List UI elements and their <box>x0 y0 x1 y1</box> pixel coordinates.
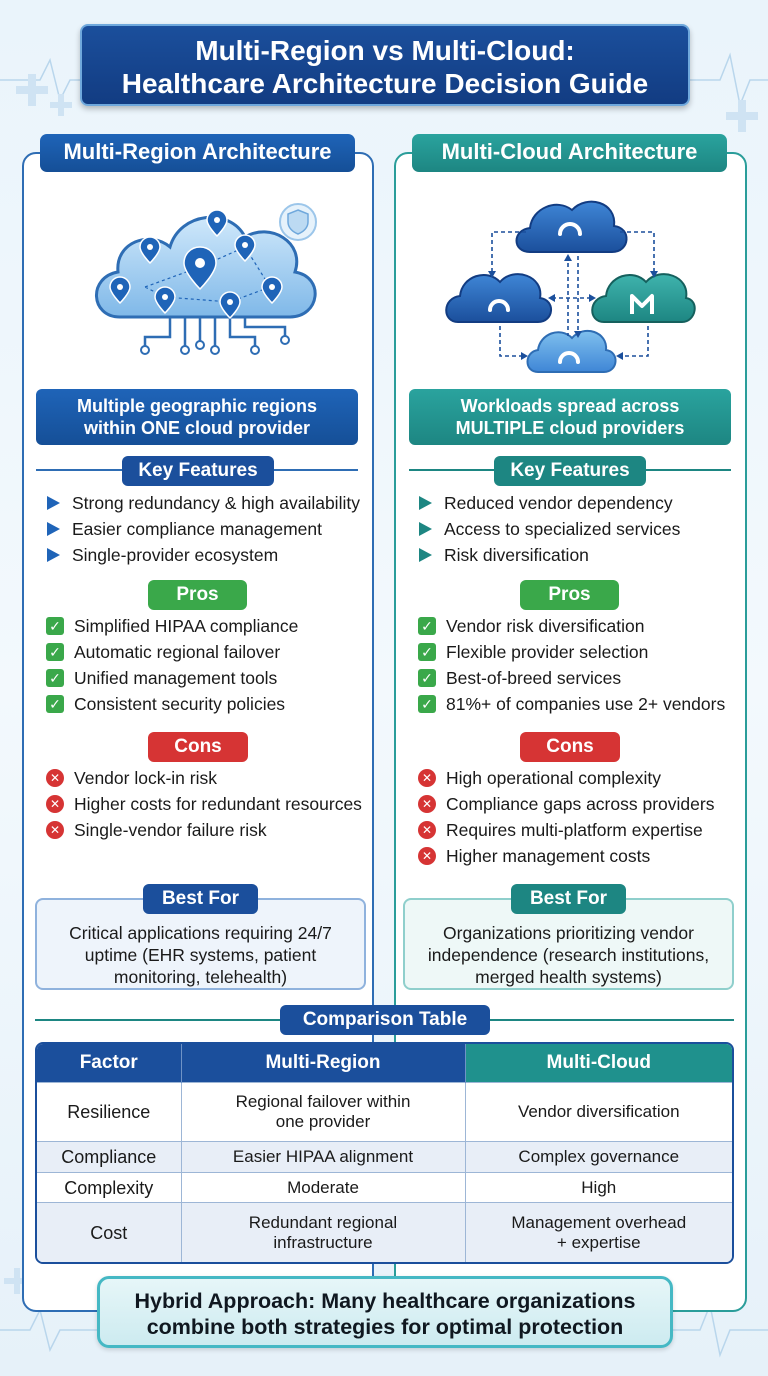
list-item: Access to specialized services <box>414 516 680 542</box>
list-item: ✓ Unified management tools <box>44 665 298 691</box>
multi-cloud-desc-line-1: Workloads spread across <box>460 396 680 416</box>
table-cell: Complexity <box>37 1172 181 1203</box>
arrow-right-icon <box>42 520 64 538</box>
cross-icon: ✕ <box>416 847 438 865</box>
column-header-factor: Factor <box>37 1044 181 1082</box>
arrow-right-icon <box>42 546 64 564</box>
best-for-line: Organizations prioritizing vendor <box>443 923 694 943</box>
list-item: ✓ Consistent security policies <box>44 691 298 717</box>
table-cell: Redundant regional infrastructure <box>181 1203 465 1262</box>
table-cell: Vendor diversification <box>465 1082 732 1142</box>
table-cell: Moderate <box>181 1172 465 1203</box>
multi-region-pros-title: Pros <box>148 580 247 610</box>
title-line-2: Healthcare Architecture Decision Guide <box>121 68 649 99</box>
multi-cloud-pros-title: Pros <box>520 580 619 610</box>
list-item: Single-provider ecosystem <box>42 542 360 568</box>
multi-region-cons-list <box>44 765 362 843</box>
multi-cloud-features-title: Key Features <box>494 456 646 486</box>
multi-cloud-header: Multi-Cloud Architecture <box>412 134 727 172</box>
table-header-row <box>37 1044 732 1082</box>
comparison-table <box>35 1042 734 1264</box>
list-item: ✕ Higher costs for redundant resources <box>44 791 362 817</box>
cross-icon: ✕ <box>416 821 438 839</box>
multi-cloud-features-list <box>414 490 680 568</box>
multi-cloud-desc-line-2: MULTIPLE cloud providers <box>455 418 685 438</box>
list-item: Risk diversification <box>414 542 680 568</box>
multi-cloud-description <box>409 389 731 445</box>
cross-icon: ✕ <box>44 769 66 787</box>
list-item: Easier compliance management <box>42 516 360 542</box>
multi-region-features-title: Key Features <box>122 456 274 486</box>
check-icon: ✓ <box>44 643 66 661</box>
arrow-right-icon <box>42 494 64 512</box>
check-icon: ✓ <box>416 617 438 635</box>
page-title <box>80 24 690 106</box>
cross-icon: ✕ <box>416 795 438 813</box>
list-item: ✓ Flexible provider selection <box>416 639 725 665</box>
check-icon: ✓ <box>416 669 438 687</box>
best-for-line: independence (research institutions, <box>427 945 710 965</box>
multi-cloud-network-icon <box>442 186 698 378</box>
cross-icon: ✕ <box>416 769 438 787</box>
hybrid-line-1: Hybrid Approach: Many healthcare organizations <box>134 1289 636 1313</box>
list-item: ✓ 81%+ of companies use 2+ vendors <box>416 691 725 717</box>
multi-region-pros-list <box>44 613 298 717</box>
column-header-multi-cloud: Multi-Cloud <box>465 1044 732 1082</box>
table-cell: High <box>465 1172 732 1203</box>
list-item: Strong redundancy & high availability <box>42 490 360 516</box>
table-cell: Resilience <box>37 1082 181 1142</box>
multi-cloud-cons-list <box>416 765 714 869</box>
column-header-multi-region: Multi-Region <box>181 1044 465 1082</box>
multi-cloud-cons-title: Cons <box>520 732 620 762</box>
list-item: ✕ Higher management costs <box>416 843 714 869</box>
list-item: ✕ Single-vendor failure risk <box>44 817 362 843</box>
table-cell: Regional failover within one provider <box>181 1082 465 1142</box>
hybrid-line-2: combine both strategies for optimal protection <box>146 1315 624 1339</box>
cloud-map-pins-icon <box>80 192 330 372</box>
multi-cloud-best-for-title: Best For <box>511 884 626 914</box>
table-cell: Cost <box>37 1203 181 1262</box>
cross-icon: ✕ <box>44 821 66 839</box>
title-line-1: Multi-Region vs Multi-Cloud: <box>195 35 575 66</box>
list-item: Reduced vendor dependency <box>414 490 680 516</box>
best-for-line: merged health systems) <box>475 967 662 987</box>
table-cell: Compliance <box>37 1142 181 1173</box>
arrow-right-icon <box>414 494 436 512</box>
check-icon: ✓ <box>416 695 438 713</box>
table-row <box>37 1082 732 1142</box>
multi-region-desc-line-1: Multiple geographic regions <box>76 396 318 416</box>
hybrid-approach-callout <box>97 1276 673 1348</box>
cross-icon: ✕ <box>44 795 66 813</box>
best-for-line: monitoring, telehealth) <box>113 967 288 987</box>
check-icon: ✓ <box>44 617 66 635</box>
list-item: ✓ Best-of-breed services <box>416 665 725 691</box>
list-item: ✕ Vendor lock-in risk <box>44 765 362 791</box>
list-item: ✓ Vendor risk diversification <box>416 613 725 639</box>
list-item: ✕ Compliance gaps across providers <box>416 791 714 817</box>
arrow-right-icon <box>414 520 436 538</box>
multi-region-cons-title: Cons <box>148 732 248 762</box>
best-for-line: Critical applications requiring 24/7 <box>69 923 332 943</box>
multi-region-desc-line-2: within ONE cloud provider <box>83 418 310 438</box>
check-icon: ✓ <box>416 643 438 661</box>
list-item: ✕ Requires multi-platform expertise <box>416 817 714 843</box>
list-item: ✓ Simplified HIPAA compliance <box>44 613 298 639</box>
multi-region-description <box>36 389 358 445</box>
multi-region-features-list <box>42 490 360 568</box>
multi-region-header: Multi-Region Architecture <box>40 134 355 172</box>
table-row <box>37 1203 732 1262</box>
table-cell: Management overhead + expertise <box>465 1203 732 1262</box>
table-cell: Easier HIPAA alignment <box>181 1142 465 1173</box>
arrow-right-icon <box>414 546 436 564</box>
check-icon: ✓ <box>44 669 66 687</box>
table-row <box>37 1172 732 1203</box>
table-cell: Complex governance <box>465 1142 732 1173</box>
check-icon: ✓ <box>44 695 66 713</box>
list-item: ✓ Automatic regional failover <box>44 639 298 665</box>
multi-region-best-for-title: Best For <box>143 884 258 914</box>
list-item: ✕ High operational complexity <box>416 765 714 791</box>
comparison-table-title: Comparison Table <box>280 1005 490 1035</box>
table-row <box>37 1142 732 1173</box>
best-for-line: uptime (EHR systems, patient <box>84 945 317 965</box>
multi-cloud-pros-list <box>416 613 725 717</box>
